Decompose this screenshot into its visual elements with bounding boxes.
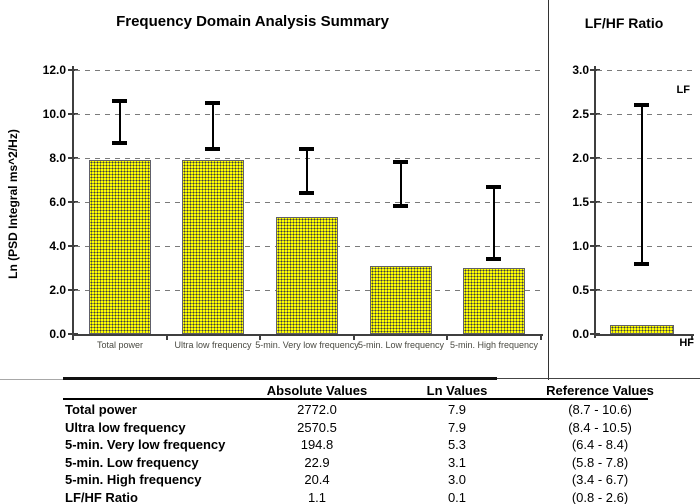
table-cell-reference: (6.4 - 8.4)	[571, 437, 629, 452]
table-cell-reference: (3.4 - 6.7)	[571, 472, 629, 487]
main-y-tick-label: 8.0	[49, 151, 66, 165]
table-header-ln-values: Ln Values	[426, 383, 488, 398]
table-cell-ln: 7.9	[447, 420, 467, 435]
table-cell-ln: 5.3	[447, 437, 467, 452]
category-label: Total power	[96, 340, 144, 350]
main-y-tick-label: 0.0	[49, 327, 66, 341]
table-cell-absolute: 2772.0	[297, 402, 337, 417]
table-cell-reference: (5.8 - 7.8)	[571, 455, 629, 470]
table-cell-ln: 7.9	[447, 402, 467, 417]
main-y-tick-label: 6.0	[49, 195, 66, 209]
ratio-y-tick-label: 0.5	[572, 283, 589, 297]
table-cell-ln: 0.1	[447, 490, 467, 504]
main-y-axis-title: Ln (PSD Integral ms^2/Hz)	[6, 129, 20, 279]
table-cell-absolute: 2570.5	[297, 420, 337, 435]
table-cell-label: Ultra low frequency	[65, 420, 186, 435]
category-label: 5-min. High frequency	[449, 340, 539, 350]
table-cell-reference: (8.4 - 10.5)	[568, 420, 632, 435]
table-cell-ln: 3.1	[447, 455, 467, 470]
table-cell-absolute: 194.8	[300, 437, 334, 452]
ratio-y-tick-label: 0.0	[572, 327, 589, 341]
table-cell-reference: (8.7 - 10.6)	[568, 402, 632, 417]
main-y-tick-label: 2.0	[49, 283, 66, 297]
ratio-y-tick-label: 1.5	[572, 195, 589, 209]
hf-label: HF	[679, 337, 694, 349]
table-cell-label: 5-min. Very low frequency	[65, 437, 226, 452]
table-cell-absolute: 22.9	[304, 455, 330, 470]
ratio-y-tick-label: 2.5	[572, 107, 589, 121]
table-cell-label: 5-min. Low frequency	[65, 455, 199, 470]
main-y-tick-label: 12.0	[42, 63, 66, 77]
table-cell-absolute: 20.4	[304, 472, 330, 487]
table-cell-label: Total power	[65, 402, 137, 417]
ratio-y-tick-label: 3.0	[572, 63, 589, 77]
main-chart-title: Frequency Domain Analysis Summary	[116, 13, 389, 30]
table-cell-label: 5-min. High frequency	[65, 472, 202, 487]
category-label: 5-min. Low frequency	[357, 340, 445, 350]
category-label: Ultra low frequency	[174, 340, 252, 350]
lf-label: LF	[676, 84, 690, 96]
table-header-absolute-values: Absolute Values	[266, 383, 368, 398]
main-y-tick-label: 10.0	[42, 107, 66, 121]
table-header-reference-values: Reference Values	[546, 383, 654, 398]
table-cell-label: LF/HF Ratio	[65, 490, 138, 504]
ratio-y-tick-label: 1.0	[572, 239, 589, 253]
table-cell-ln: 3.0	[447, 472, 467, 487]
category-label: 5-min. Very low frequency	[255, 340, 359, 350]
main-y-tick-label: 4.0	[49, 239, 66, 253]
ratio-chart-title: LF/HF Ratio	[584, 15, 664, 31]
table-cell-absolute: 1.1	[307, 490, 327, 504]
table-cell-reference: (0.8 - 2.6)	[571, 490, 629, 504]
ratio-y-tick-label: 2.0	[572, 151, 589, 165]
